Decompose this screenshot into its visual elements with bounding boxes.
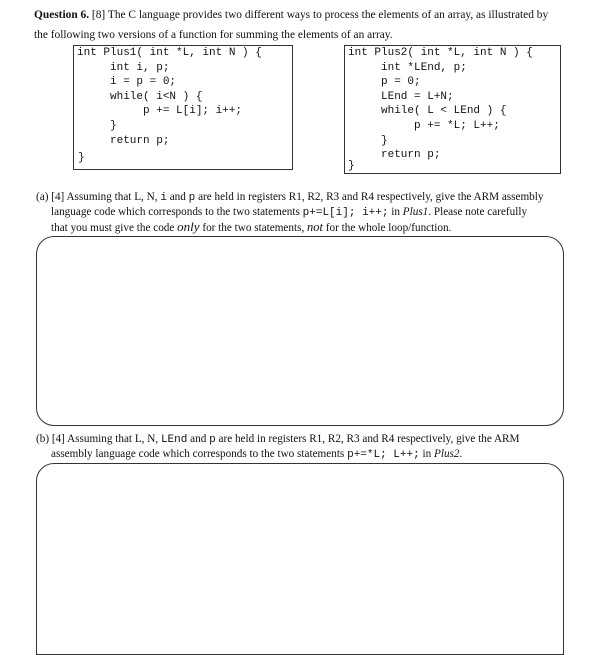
part-b-text: are held in registers R1, R2, R3 and R4 respectively, give the ARM: [215, 433, 520, 445]
question-intro-line2: the following two versions of a function for summing the elements of an array.: [34, 29, 393, 41]
part-a-text: for the whole loop/function.: [323, 222, 452, 234]
question-points: [8]: [91, 9, 106, 21]
plus2-code-line: p = 0;: [348, 76, 421, 89]
part-b-text: in: [419, 448, 435, 460]
part-a-not: not: [307, 220, 324, 234]
part-a-line3: [36, 220, 451, 236]
part-a-text: for the two statements,: [199, 222, 308, 234]
plus1-code-line: i = p = 0;: [77, 76, 177, 89]
plus2-code-line: }: [348, 134, 388, 147]
part-a-text: language code which corresponds to the two statements: [51, 206, 303, 218]
part-a-var-i: i: [160, 192, 167, 204]
part-a-text: Assuming that L, N,: [66, 191, 161, 203]
part-b-var-p: p: [209, 434, 216, 446]
plus2-code-line: LEnd = L+N;: [348, 90, 454, 103]
plus1-code-line: }: [77, 120, 117, 132]
part-a-line2: [36, 205, 527, 221]
part-a-text: in: [388, 206, 403, 218]
part-b-line1: [36, 432, 519, 448]
part-a-points: [4]: [51, 191, 65, 203]
plus2-code-line: while( L < LEnd ) {: [348, 105, 507, 118]
part-a-text: are held in registers R1, R2, R3 and R4 respectively, give the ARM assembly: [195, 191, 544, 203]
part-b-code: p+=*L; L++;: [347, 449, 420, 461]
part-b-text: .: [459, 448, 463, 460]
part-b-var-lend: LEnd: [160, 434, 188, 446]
question-intro-line1: [34, 8, 548, 22]
part-a-text: . Please note carefully: [428, 206, 528, 218]
question-number: Question 6.: [34, 9, 90, 21]
part-a-line1: [36, 190, 543, 206]
plus2-code-line: return p;: [348, 149, 441, 162]
plus2-code-line: }: [348, 160, 355, 172]
part-b-label: (b): [36, 433, 50, 445]
plus1-code-line: int Plus1( int *L, int N ) {: [77, 47, 262, 59]
part-b-func: Plus2: [434, 448, 460, 460]
part-b-text: assembly language code which corresponds to the two statements: [51, 448, 348, 460]
part-b-text: Assuming that L, N,: [67, 433, 161, 445]
question-intro-text1: The C language provides two different ways to process the elements of an array, as illustrated by: [107, 9, 549, 21]
plus1-code-line: while( i<N ) {: [77, 90, 203, 103]
answer-box-a[interactable]: [36, 236, 564, 426]
plus1-code-line: }: [78, 152, 85, 164]
plus2-code-line: int *LEnd, p;: [348, 61, 467, 74]
part-a-label: (a): [36, 191, 49, 203]
plus1-code-line: return p;: [77, 134, 170, 147]
plus2-code-line: p += *L; L++;: [348, 120, 500, 132]
plus1-code-line: int i, p;: [77, 61, 170, 74]
answer-box-b[interactable]: [36, 463, 564, 655]
part-a-text: that you must give the code: [51, 222, 178, 234]
plus1-code-line: p += L[i]; i++;: [77, 105, 243, 118]
part-b-points: [4]: [51, 433, 65, 445]
part-a-code: p+=L[i]; i++;: [302, 207, 389, 219]
part-b-line2: [36, 447, 462, 463]
part-a-only: only: [177, 219, 200, 234]
part-a-var-p: p: [188, 192, 196, 204]
plus2-code-line: int Plus2( int *L, int N ) {: [348, 47, 533, 59]
part-b-text: and: [187, 433, 210, 445]
part-a-text: and: [166, 191, 189, 203]
part-a-func: Plus1: [402, 206, 429, 218]
